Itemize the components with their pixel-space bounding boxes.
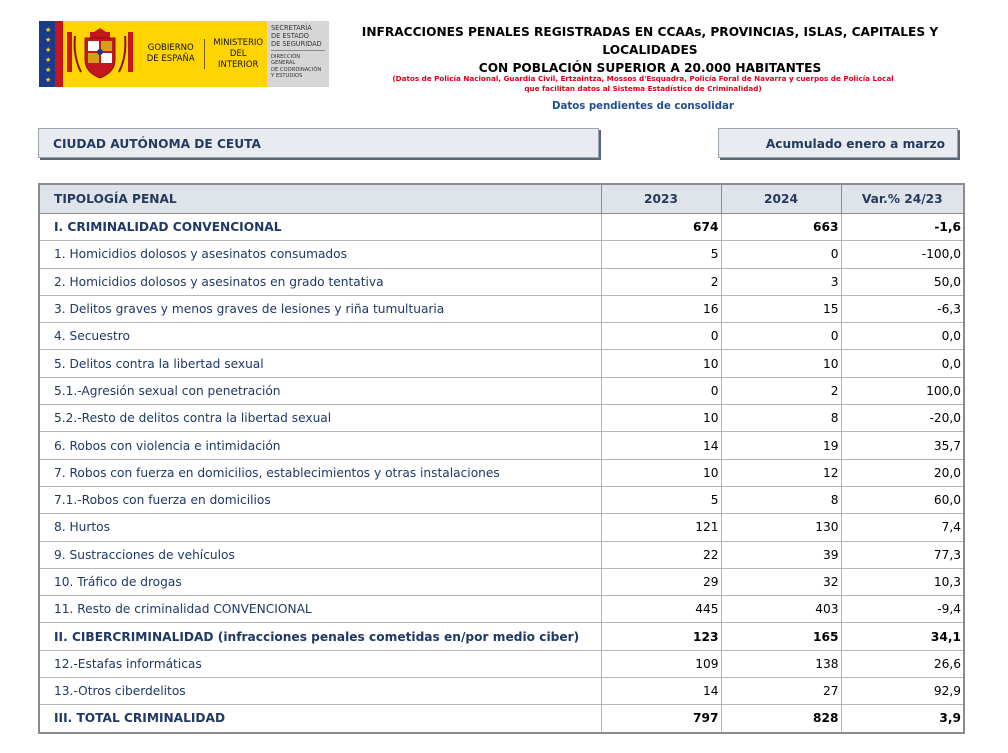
ministry-line-2: DEL INTERIOR <box>218 48 259 70</box>
value-2023: 2 <box>601 268 721 295</box>
value-2024: 663 <box>721 214 841 241</box>
value-2024: 138 <box>721 650 841 677</box>
dir-line-3: Y ESTUDIOS <box>271 72 303 79</box>
row-label: 12.-Estafas informáticas <box>39 650 601 677</box>
flag-stripe <box>55 21 63 87</box>
value-2023: 5 <box>601 486 721 513</box>
value-2023: 123 <box>601 623 721 650</box>
row-label: 2. Homicidios dolosos y asesinatos en grado tentativa <box>39 268 601 295</box>
value-2023: 797 <box>601 705 721 733</box>
row-label: 5. Delitos contra la libertad sexual <box>39 350 601 377</box>
value-2024: 0 <box>721 323 841 350</box>
row-label: III. TOTAL CRIMINALIDAD <box>39 705 601 733</box>
row-label: 8. Hurtos <box>39 514 601 541</box>
value-variation: 10,3 <box>841 568 964 595</box>
table-header-row <box>39 184 964 214</box>
dir-line-2: DE COORDINACIÓN <box>271 66 322 73</box>
value-2024: 15 <box>721 295 841 322</box>
page-title <box>336 23 964 77</box>
value-variation: 92,9 <box>841 678 964 705</box>
source-note <box>340 74 946 94</box>
value-2023: 22 <box>601 541 721 568</box>
source-line-1: (Datos de Policía Nacional, Guardia Civil, Ertzaintza, Mossos d'Esquadra, Policía Foral de Navarra y cuerpos de Policía Local <box>392 74 894 83</box>
value-variation: 77,3 <box>841 541 964 568</box>
crime-statistics-table <box>38 183 965 734</box>
row-label: 5.2.-Resto de delitos contra la libertad sexual <box>39 405 601 432</box>
source-line-2: que facilitan datos al Sistema Estadístico de Criminalidad) <box>524 84 762 93</box>
value-2023: 14 <box>601 678 721 705</box>
value-variation: -100,0 <box>841 241 964 268</box>
value-variation: -9,4 <box>841 596 964 623</box>
title-line-1: INFRACCIONES PENALES REGISTRADAS EN CCAAs, PROVINCIAS, ISLAS, CAPITALES Y LOCALIDADES <box>361 25 939 57</box>
row-label: 7. Robos con fuerza en domicilios, establecimientos y otras instalaciones <box>39 459 601 486</box>
value-2023: 14 <box>601 432 721 459</box>
value-2024: 8 <box>721 486 841 513</box>
gov-line-2: DE ESPAÑA <box>146 54 195 64</box>
value-2023: 121 <box>601 514 721 541</box>
government-logo <box>39 21 329 87</box>
row-label: 7.1.-Robos con fuerza en domicilios <box>39 486 601 513</box>
row-label: 9. Sustracciones de vehículos <box>39 541 601 568</box>
table-row <box>39 623 964 650</box>
region-label: CIUDAD AUTÓNOMA DE CEUTA <box>38 128 599 158</box>
table-row <box>39 541 964 568</box>
logo-text <box>137 21 267 87</box>
value-2023: 109 <box>601 650 721 677</box>
value-2023: 16 <box>601 295 721 322</box>
period-label: Acumulado enero a marzo <box>718 128 958 158</box>
table-row <box>39 705 964 733</box>
coat-of-arms-icon <box>63 21 137 87</box>
table-row <box>39 295 964 322</box>
value-2024: 828 <box>721 705 841 733</box>
gov-line-1: GOBIERNO <box>147 43 194 53</box>
sec-line-1: SECRETARÍA <box>271 24 312 32</box>
table-row <box>39 405 964 432</box>
value-2024: 19 <box>721 432 841 459</box>
value-2023: 10 <box>601 350 721 377</box>
header-typology: TIPOLOGÍA PENAL <box>39 184 601 214</box>
table-row <box>39 486 964 513</box>
row-label: 5.1.-Agresión sexual con penetración <box>39 377 601 404</box>
value-2023: 0 <box>601 377 721 404</box>
value-2024: 0 <box>721 241 841 268</box>
table-row <box>39 678 964 705</box>
value-2024: 165 <box>721 623 841 650</box>
row-label: 6. Robos con violencia e intimidación <box>39 432 601 459</box>
value-variation: 3,9 <box>841 705 964 733</box>
header-2023: 2023 <box>601 184 721 214</box>
value-2023: 10 <box>601 405 721 432</box>
value-2024: 12 <box>721 459 841 486</box>
value-variation: 0,0 <box>841 323 964 350</box>
value-variation: -6,3 <box>841 295 964 322</box>
pending-note: Datos pendientes de consolidar <box>552 101 734 112</box>
row-label: 4. Secuestro <box>39 323 601 350</box>
value-variation: 60,0 <box>841 486 964 513</box>
table-row <box>39 241 964 268</box>
value-2023: 29 <box>601 568 721 595</box>
table-row <box>39 514 964 541</box>
row-label: 1. Homicidios dolosos y asesinatos consumados <box>39 241 601 268</box>
value-2023: 0 <box>601 323 721 350</box>
table-row <box>39 377 964 404</box>
value-2024: 3 <box>721 268 841 295</box>
table-row <box>39 214 964 241</box>
row-label: 10. Tráfico de drogas <box>39 568 601 595</box>
row-label: 3. Delitos graves y menos graves de lesiones y riña tumultuaria <box>39 295 601 322</box>
table-row <box>39 268 964 295</box>
row-label: I. CRIMINALIDAD CONVENCIONAL <box>39 214 601 241</box>
value-variation: 26,6 <box>841 650 964 677</box>
eu-flag-icon: ★ ★ ★ ★ ★ ★ <box>39 21 55 87</box>
table-row <box>39 323 964 350</box>
table-row <box>39 432 964 459</box>
value-2024: 403 <box>721 596 841 623</box>
secretariat-box <box>267 21 329 87</box>
ministry-line-1: MINISTERIO <box>213 37 264 48</box>
value-variation: 50,0 <box>841 268 964 295</box>
value-variation: 7,4 <box>841 514 964 541</box>
value-2023: 445 <box>601 596 721 623</box>
table-row <box>39 459 964 486</box>
value-2024: 8 <box>721 405 841 432</box>
value-2023: 10 <box>601 459 721 486</box>
value-2024: 10 <box>721 350 841 377</box>
logo-divider <box>204 39 205 69</box>
value-2024: 2 <box>721 377 841 404</box>
value-2023: 5 <box>601 241 721 268</box>
table-body <box>39 214 964 733</box>
sec-line-2: DE ESTADO <box>271 32 309 40</box>
value-2024: 32 <box>721 568 841 595</box>
value-2024: 130 <box>721 514 841 541</box>
title-line-2: CON POBLACIÓN SUPERIOR A 20.000 HABITANTES <box>478 61 822 75</box>
dir-line-1: DIRECCIÓN GENERAL <box>271 54 301 67</box>
header-2024: 2024 <box>721 184 841 214</box>
value-variation: 35,7 <box>841 432 964 459</box>
value-variation: -1,6 <box>841 214 964 241</box>
header-variation: Var.% 24/23 <box>841 184 964 214</box>
value-variation: -20,0 <box>841 405 964 432</box>
value-variation: 0,0 <box>841 350 964 377</box>
sec-line-3: DE SEGURIDAD <box>271 40 322 48</box>
value-2024: 27 <box>721 678 841 705</box>
row-label: II. CIBERCRIMINALIDAD (infracciones penales cometidas en/por medio ciber) <box>39 623 601 650</box>
table-row <box>39 350 964 377</box>
table-row <box>39 568 964 595</box>
value-variation: 20,0 <box>841 459 964 486</box>
value-2023: 674 <box>601 214 721 241</box>
value-2024: 39 <box>721 541 841 568</box>
table-row <box>39 650 964 677</box>
table-row <box>39 596 964 623</box>
value-variation: 34,1 <box>841 623 964 650</box>
value-variation: 100,0 <box>841 377 964 404</box>
row-label: 11. Resto de criminalidad CONVENCIONAL <box>39 596 601 623</box>
row-label: 13.-Otros ciberdelitos <box>39 678 601 705</box>
